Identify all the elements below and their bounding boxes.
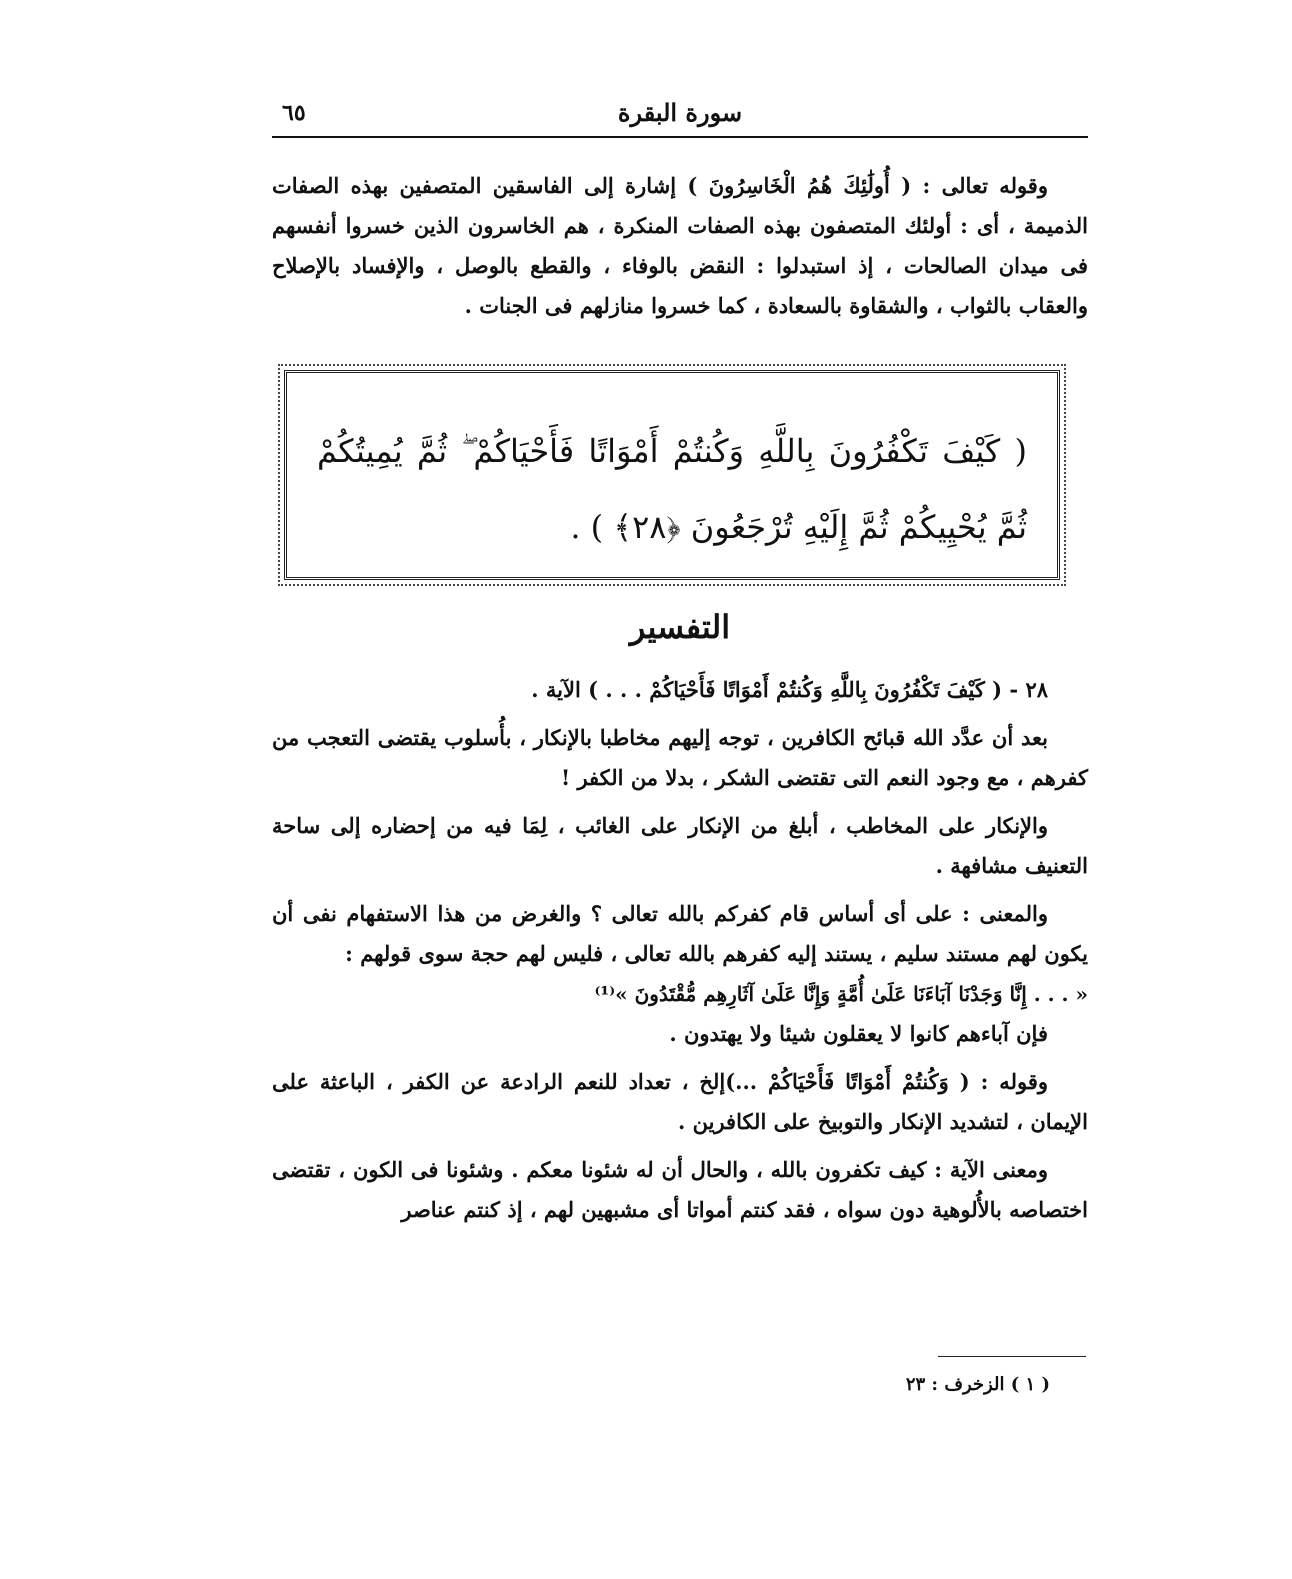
footnote-divider: [938, 1356, 1086, 1357]
header-divider: [272, 136, 1088, 138]
intro-section: [272, 166, 1088, 326]
verse-reference: ٢٨ - ( كَيْفَ تَكْفُرُونَ بِاللَّهِ وَكُنتُمْ أَمْوَاتًا فَأَحْيَاكُمْ . . . ) الآية .: [531, 677, 1048, 702]
commentary-paragraph: وقوله : ( وَكُنتُمْ أَمْوَاتًا فَأَحْيَاكُمْ ...)إلخ ، تعداد للنعم الرادعة عن الكفر ، الباعثة على الإيمان ، لتشديد الإنكار والتوبيخ على الكافرين .: [272, 1069, 1088, 1134]
footnote: ( ١ ) الزخرف : ٢٣: [905, 1374, 1050, 1395]
commentary-paragraph: فإن آباءهم كانوا لا يعقلون شيئا ولا يهتدون .: [669, 1021, 1048, 1046]
intro-paragraph: وقوله تعالى : ( أُولَٰئِكَ هُمُ الْخَاسِرُونَ ) إشارة إلى الفاسقين المتصفين بهذه الصفات الذميمة ، أى : أولئك المتصفون بهذه الصفات المنكرة ، هم الخاسرون الذين خسروا أنفسهم فى ميدان الصالحات ، إذ استبدلوا : النقض بالوفاء ، والقطع بالوصل ، والإفساد بالإصلاح والعقاب بالثواب ، والشقاوة بالسعادة ، كما خسروا منازلهم فى الجنات .: [272, 173, 1088, 318]
commentary-paragraph: ومعنى الآية : كيف تكفرون بالله ، والحال أن له شئونا معكم . وشئونا فى الكون ، تقتضى اختصاصه بالأُلوهية دون سواه ، فقد كنتم أمواتا أى مشبهين لهم ، إذ كنتم عناصر: [272, 1157, 1088, 1222]
chapter-title: سورة البقرة: [617, 98, 743, 127]
commentary-paragraph: والمعنى : على أى أساس قام كفركم بالله تعالى ؟ والغرض من هذا الاستفهام نفى أن يكون لهم مستند سليم ، يستند إليه كفرهم بالله تعالى ، فليس لهم حجة سوى قولهم :: [272, 901, 1088, 966]
page-number: ٦٥: [282, 100, 306, 126]
section-heading: التفسير: [629, 608, 731, 646]
commentary-paragraph: والإنكار على المخاطب ، أبلغ من الإنكار على الغائب ، لِمَا فيه من إحضاره إلى ساحة التعنيف مشافهة .: [272, 813, 1088, 878]
commentary-section: [272, 670, 1088, 1230]
verse-frame: [284, 370, 1060, 580]
page-header: [272, 96, 1088, 136]
quoted-verse: « . . . إِنَّا وَجَدْنَا آبَاءَنَا عَلَىٰ أُمَّةٍ وَإِنَّا عَلَىٰ آثَارِهِم مُّقْتَدُونَ »⁽¹⁾: [594, 982, 1088, 1006]
commentary-paragraph: بعد أن عدَّد الله قبائح الكافرين ، توجه إليهم مخاطبا بالإنكار ، بأُسلوب يقتضى التعجب من كفرهم ، مع وجود النعم التى تقتضى الشكر ، بدلا من الكفر !: [272, 725, 1088, 790]
quran-verse: ( كَيْفَ تَكْفُرُونَ بِاللَّهِ وَكُنتُمْ أَمْوَاتًا فَأَحْيَاكُمْ ۖ ثُمَّ يُمِيتُكُمْ ثُمَّ يُحْيِيكُمْ ثُمَّ إِلَيْهِ تُرْجَعُونَ ﴿٢٨﴾ ) .: [317, 432, 1027, 546]
